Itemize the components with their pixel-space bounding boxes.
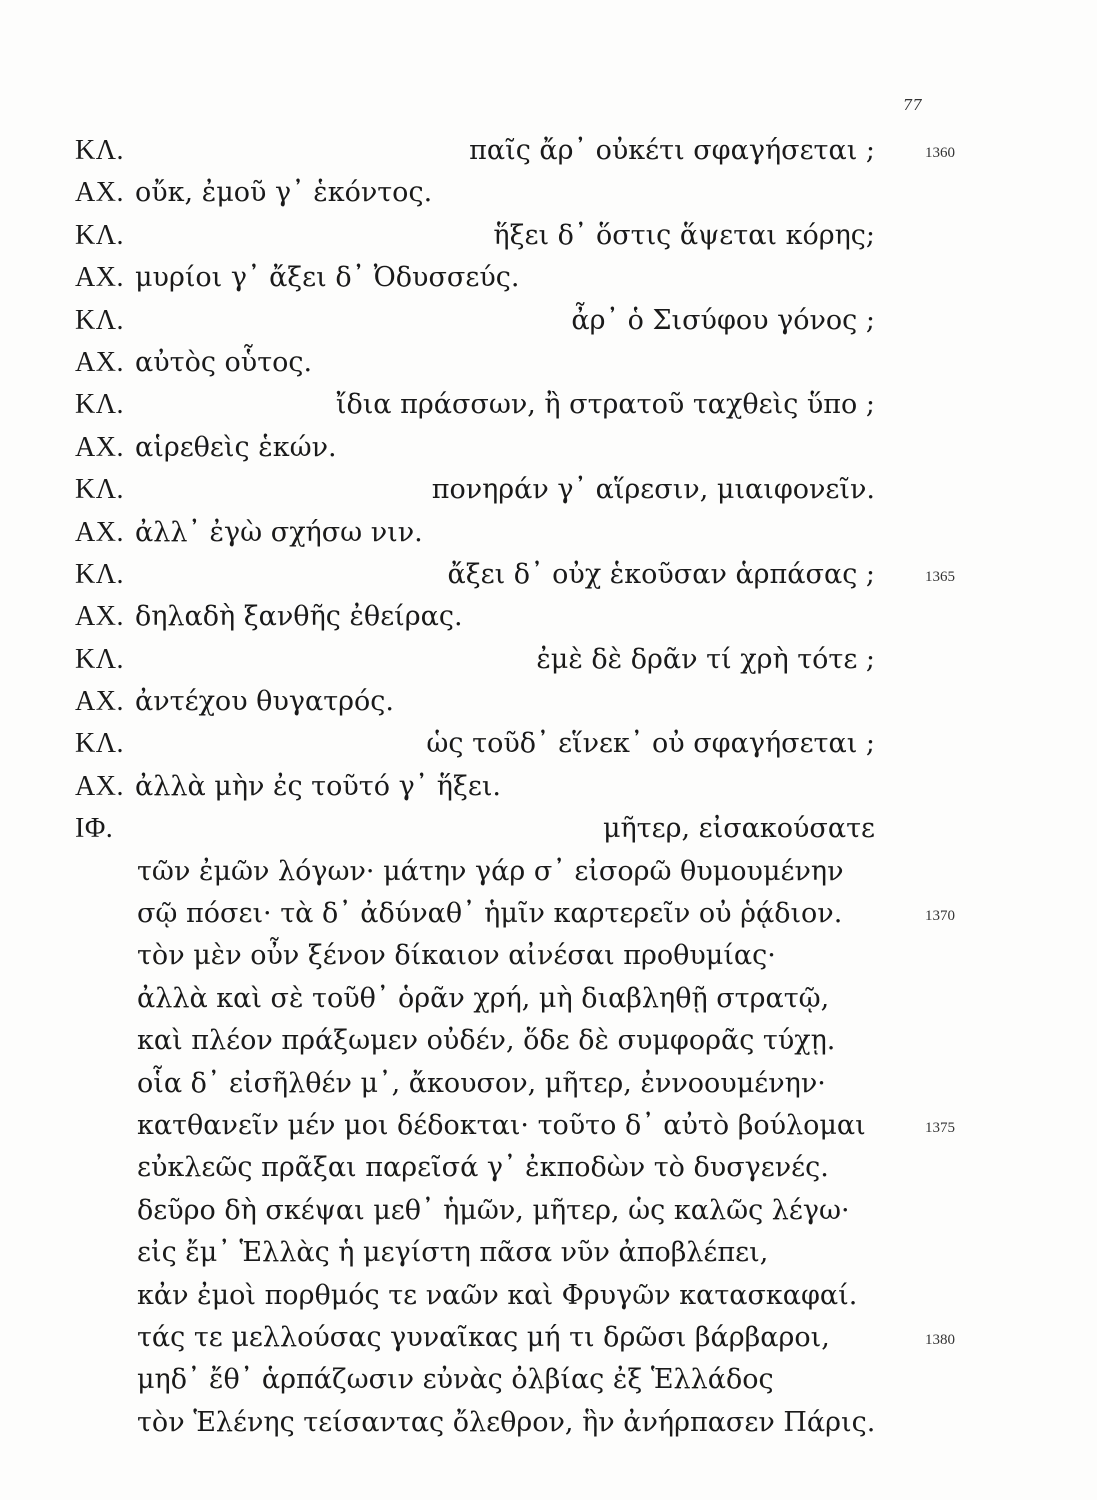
verse-line: [75, 935, 955, 977]
verse-line: [75, 766, 955, 808]
verse-line: [75, 1020, 955, 1062]
verse-text-line: μηδ᾽ ἔθ᾽ ἁρπάζωσιν εὐνὰς ὀλβίας ἐξ Ἑλλάδος: [137, 1364, 774, 1396]
line-number: 1375: [925, 1119, 955, 1136]
verse-line: [75, 639, 955, 681]
speaker-label: ΚΛ.: [75, 643, 125, 675]
speaker-label: ΑΧ.: [75, 262, 124, 294]
verse-text-line: ἀλλὰ καὶ σὲ τοῦθ᾽ ὁρᾶν χρή, μὴ διαβληθῇ στρατῷ,: [137, 982, 830, 1014]
verse-text-line: ἀλλ᾽ ἐγὼ σχήσω νιν.: [135, 516, 423, 548]
verse-text-line: οἷα δ᾽ εἰσῆλθέν μ᾽, ἄκουσον, μῆτερ, ἐννοουμένην·: [137, 1067, 826, 1099]
verse-line: [75, 384, 955, 426]
verse-line: [75, 1147, 955, 1189]
verse-line: [75, 469, 955, 511]
verse-text-line: σῷ πόσει· τὰ δ᾽ ἀδύναθ᾽ ἡμῖν καρτερεῖν οὐ ῥᾴδιον.: [137, 898, 843, 930]
verse-text-line: δεῦρο δὴ σκέψαι μεθ᾽ ἡμῶν, μῆτερ, ὡς καλῶς λέγω·: [137, 1194, 850, 1226]
line-number: 1380: [925, 1331, 955, 1348]
verse-text-line: ἐμὲ δὲ δρᾶν τί χρὴ τότε ;: [536, 643, 875, 675]
verse-line: [75, 596, 955, 638]
verse-line: [75, 1359, 955, 1401]
line-number: 1360: [925, 145, 955, 161]
verse-line: [75, 257, 955, 299]
speaker-label: ΑΧ.: [75, 177, 124, 209]
verse-text-line: ἆρ᾽ ὁ Σισύφου γόνος ;: [571, 304, 875, 336]
verse-text-line: ἄξει δ᾽ οὐχ ἑκοῦσαν ἁρπάσας ;: [447, 558, 875, 590]
verse-line: [75, 512, 955, 554]
verse-text-line: ὡς τοῦδ᾽ εἵνεκ᾽ οὐ σφαγήσεται ;: [426, 728, 875, 760]
verse-text-line: δηλαδὴ ξανθῆς ἐθείρας.: [135, 601, 463, 633]
speaker-label: ΚΛ.: [75, 728, 125, 760]
verse-line: [75, 215, 955, 257]
verse-line: [75, 1317, 955, 1359]
speaker-label: ΚΛ.: [75, 135, 125, 166]
verse-text-line: ἀντέχου θυγατρός.: [135, 686, 394, 718]
verse-line: [75, 681, 955, 723]
verse-line: [75, 172, 955, 214]
speaker-label: ΚΛ.: [75, 558, 125, 590]
verse-text-line: καὶ πλέον πράξωμεν οὐδέν, ὅδε δὲ συμφορᾶς τύχῃ.: [137, 1025, 836, 1057]
verse-text-line: ἥξει δ᾽ ὅστις ἅψεται κόρης;: [493, 219, 875, 251]
verse-text-line: οὔκ, ἐμοῦ γ᾽ ἑκόντος.: [135, 177, 433, 209]
verse-text-line: μῆτερ, εἰσακούσατε: [602, 813, 875, 845]
verse-text-line: εὐκλεῶς πρᾶξαι παρεῖσά γ᾽ ἐκποδὼν τὸ δυσγενές.: [137, 1152, 829, 1184]
verse-text-line: ἴδια πράσσων, ἢ στρατοῦ ταχθεὶς ὕπο ;: [335, 389, 875, 421]
verse-line: [75, 1063, 955, 1105]
speaker-label: ΚΛ.: [75, 304, 125, 336]
speaker-label: ΚΛ.: [75, 474, 125, 506]
verse-text-line: μυρίοι γ᾽ ἄξει δ᾽ Ὀδυσσεύς.: [135, 262, 520, 294]
line-number: 1365: [925, 568, 955, 585]
verse-text-line: παῖς ἄρ᾽ οὐκέτι σφαγήσεται ;: [469, 135, 875, 166]
verse-text: [75, 130, 955, 1444]
verse-line: [75, 893, 955, 935]
verse-text-line: αἱρεθεὶς ἑκών.: [135, 431, 337, 463]
verse-line: [75, 723, 955, 765]
speaker-label: ΑΧ.: [75, 686, 124, 718]
verse-line: [75, 1232, 955, 1274]
verse-line: [75, 1190, 955, 1232]
verse-text-line: κἀν ἐμοὶ πορθμός τε ναῶν καὶ Φρυγῶν κατασκαφαί.: [137, 1279, 858, 1311]
verse-text-line: τῶν ἐμῶν λόγων· μάτην γάρ σ᾽ εἰσορῶ θυμουμένην: [137, 855, 844, 887]
speaker-label: ΚΛ.: [75, 389, 125, 421]
speaker-label: ΚΛ.: [75, 219, 125, 251]
verse-text-line: ἀλλὰ μὴν ἐς τοῦτό γ᾽ ἥξει.: [135, 770, 501, 802]
verse-line: [75, 130, 955, 172]
speaker-label: ΑΧ.: [75, 601, 124, 633]
speaker-label: ΑΧ.: [75, 346, 124, 378]
verse-line: [75, 808, 955, 850]
verse-text-line: τάς τε μελλούσας γυναῖκας μή τι δρῶσι βάρβαροι,: [137, 1321, 830, 1353]
page-number: 77: [902, 96, 922, 114]
verse-line: [75, 1275, 955, 1317]
verse-text-line: εἰς ἔμ᾽ Ἑλλὰς ἡ μεγίστη πᾶσα νῦν ἀποβλέπει,: [137, 1237, 769, 1269]
speaker-label: ΑΧ.: [75, 770, 124, 802]
verse-line: [75, 1105, 955, 1147]
verse-line: [75, 554, 955, 596]
verse-line: [75, 978, 955, 1020]
speaker-label: ΑΧ.: [75, 516, 124, 548]
verse-text-line: κατθανεῖν μέν μοι δέδοκται· τοῦτο δ᾽ αὐτὸ βούλομαι: [137, 1109, 866, 1141]
verse-line: [75, 1402, 955, 1444]
verse-text-line: αὐτὸς οὗτος.: [135, 346, 313, 378]
verse-text-line: πονηράν γ᾽ αἵρεσιν, μιαιφονεῖν.: [431, 474, 875, 506]
verse-text-line: τὸν μὲν οὖν ξένον δίκαιον αἰνέσαι προθυμίας·: [137, 940, 776, 972]
speaker-label: ΙΦ.: [75, 813, 114, 845]
line-number: 1370: [925, 908, 955, 925]
verse-line: [75, 427, 955, 469]
speaker-label: ΑΧ.: [75, 431, 124, 463]
verse-line: [75, 300, 955, 342]
verse-line: [75, 342, 955, 384]
verse-text-line: τὸν Ἑλένης τείσαντας ὄλεθρον, ἣν ἀνήρπασεν Πάρις.: [137, 1406, 876, 1438]
verse-line: [75, 851, 955, 893]
